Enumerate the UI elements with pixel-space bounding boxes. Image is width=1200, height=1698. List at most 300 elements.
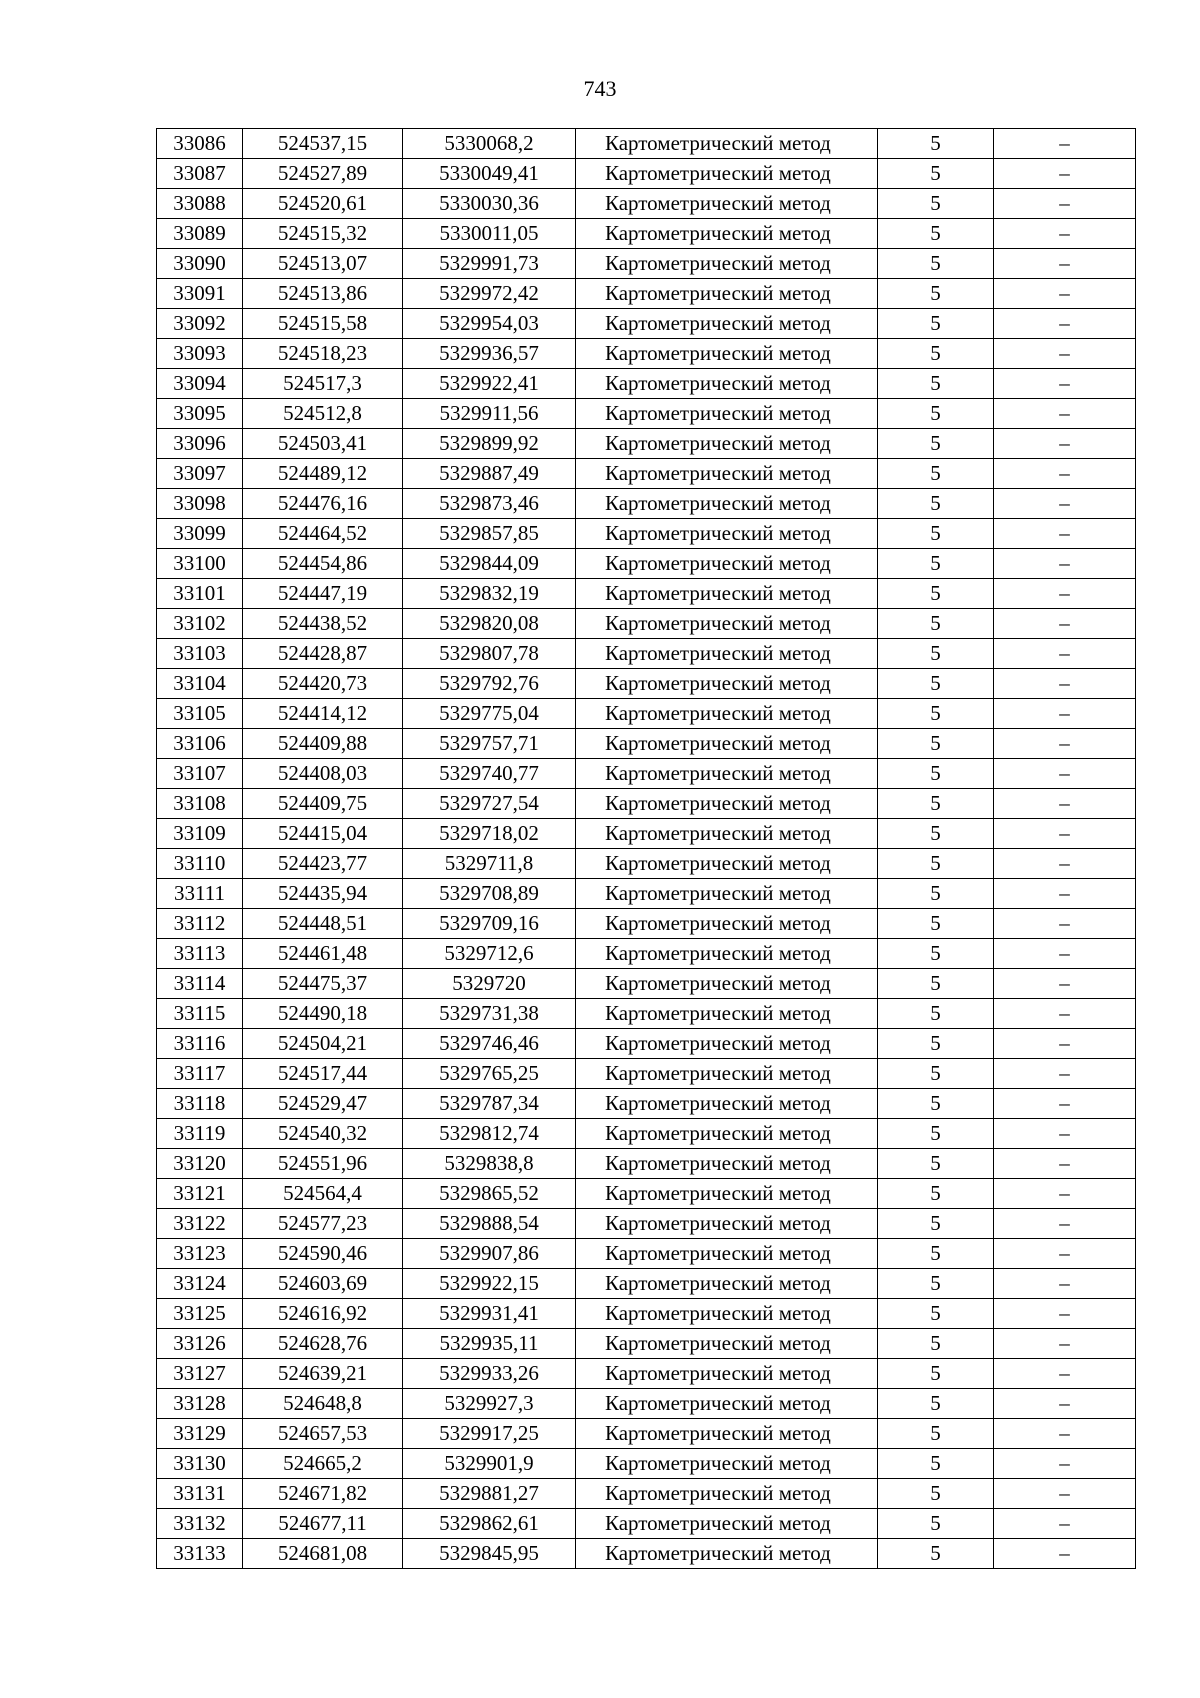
point-number-cell: 33131 <box>157 1479 243 1509</box>
coordinate-y-cell: 5329931,41 <box>403 1299 576 1329</box>
point-number-cell: 33087 <box>157 159 243 189</box>
table-row <box>157 1119 1136 1149</box>
accuracy-cell: 5 <box>878 969 994 999</box>
accuracy-cell: 5 <box>878 369 994 399</box>
point-number-cell: 33096 <box>157 429 243 459</box>
point-number-cell: 33102 <box>157 609 243 639</box>
note-cell: – <box>994 399 1136 429</box>
note-cell: – <box>994 639 1136 669</box>
coordinate-x-cell: 524423,77 <box>243 849 403 879</box>
accuracy-cell: 5 <box>878 1389 994 1419</box>
point-number-cell: 33105 <box>157 699 243 729</box>
accuracy-cell: 5 <box>878 189 994 219</box>
coordinate-x-cell: 524420,73 <box>243 669 403 699</box>
coordinate-y-cell: 5329792,76 <box>403 669 576 699</box>
point-number-cell: 33124 <box>157 1269 243 1299</box>
coordinate-y-cell: 5329757,71 <box>403 729 576 759</box>
point-number-cell: 33086 <box>157 129 243 159</box>
coordinate-y-cell: 5329812,74 <box>403 1119 576 1149</box>
accuracy-cell: 5 <box>878 489 994 519</box>
method-cell: Картометрический метод <box>576 1119 878 1149</box>
coordinate-y-cell: 5329727,54 <box>403 789 576 819</box>
coordinate-y-cell: 5329899,92 <box>403 429 576 459</box>
page-number: 743 <box>583 76 617 101</box>
method-cell: Картометрический метод <box>576 459 878 489</box>
coordinate-y-cell: 5329718,02 <box>403 819 576 849</box>
note-cell: – <box>994 309 1136 339</box>
accuracy-cell: 5 <box>878 1059 994 1089</box>
table-row <box>157 1089 1136 1119</box>
table-row <box>157 549 1136 579</box>
method-cell: Картометрический метод <box>576 429 878 459</box>
table-row <box>157 699 1136 729</box>
coordinate-x-cell: 524489,12 <box>243 459 403 489</box>
point-number-cell: 33118 <box>157 1089 243 1119</box>
coordinate-x-cell: 524515,32 <box>243 219 403 249</box>
coordinate-y-cell: 5329711,8 <box>403 849 576 879</box>
method-cell: Картометрический метод <box>576 549 878 579</box>
note-cell: – <box>994 609 1136 639</box>
note-cell: – <box>994 909 1136 939</box>
note-cell: – <box>994 1209 1136 1239</box>
coordinate-y-cell: 5329873,46 <box>403 489 576 519</box>
method-cell: Картометрический метод <box>576 219 878 249</box>
table-row <box>157 219 1136 249</box>
coordinate-x-cell: 524503,41 <box>243 429 403 459</box>
coordinate-y-cell: 5329746,46 <box>403 1029 576 1059</box>
accuracy-cell: 5 <box>878 1209 994 1239</box>
point-number-cell: 33123 <box>157 1239 243 1269</box>
coordinate-x-cell: 524527,89 <box>243 159 403 189</box>
coordinate-x-cell: 524409,88 <box>243 729 403 759</box>
table-row <box>157 939 1136 969</box>
accuracy-cell: 5 <box>878 279 994 309</box>
table-row <box>157 1209 1136 1239</box>
method-cell: Картометрический метод <box>576 1329 878 1359</box>
table-row <box>157 309 1136 339</box>
coordinate-x-cell: 524428,87 <box>243 639 403 669</box>
method-cell: Картометрический метод <box>576 369 878 399</box>
accuracy-cell: 5 <box>878 399 994 429</box>
coordinate-y-cell: 5330030,36 <box>403 189 576 219</box>
point-number-cell: 33099 <box>157 519 243 549</box>
method-cell: Картометрический метод <box>576 309 878 339</box>
coordinate-y-cell: 5329936,57 <box>403 339 576 369</box>
table-row <box>157 669 1136 699</box>
coordinate-x-cell: 524603,69 <box>243 1269 403 1299</box>
method-cell: Картометрический метод <box>576 399 878 429</box>
table-row <box>157 1359 1136 1389</box>
accuracy-cell: 5 <box>878 909 994 939</box>
coordinate-y-cell: 5329954,03 <box>403 309 576 339</box>
coordinate-y-cell: 5329922,15 <box>403 1269 576 1299</box>
method-cell: Картометрический метод <box>576 909 878 939</box>
table-row <box>157 1539 1136 1569</box>
accuracy-cell: 5 <box>878 849 994 879</box>
point-number-cell: 33114 <box>157 969 243 999</box>
method-cell: Картометрический метод <box>576 669 878 699</box>
method-cell: Картометрический метод <box>576 1059 878 1089</box>
method-cell: Картометрический метод <box>576 159 878 189</box>
point-number-cell: 33122 <box>157 1209 243 1239</box>
point-number-cell: 33108 <box>157 789 243 819</box>
method-cell: Картометрический метод <box>576 519 878 549</box>
point-number-cell: 33116 <box>157 1029 243 1059</box>
accuracy-cell: 5 <box>878 1479 994 1509</box>
coordinate-y-cell: 5329911,56 <box>403 399 576 429</box>
point-number-cell: 33117 <box>157 1059 243 1089</box>
accuracy-cell: 5 <box>878 1509 994 1539</box>
method-cell: Картометрический метод <box>576 1269 878 1299</box>
table-row <box>157 339 1136 369</box>
accuracy-cell: 5 <box>878 999 994 1029</box>
point-number-cell: 33128 <box>157 1389 243 1419</box>
note-cell: – <box>994 789 1136 819</box>
coordinate-y-cell: 5329820,08 <box>403 609 576 639</box>
coordinate-y-cell: 5329907,86 <box>403 1239 576 1269</box>
note-cell: – <box>994 489 1136 519</box>
coordinate-y-cell: 5329972,42 <box>403 279 576 309</box>
coordinate-y-cell: 5330011,05 <box>403 219 576 249</box>
method-cell: Картометрический метод <box>576 639 878 669</box>
coordinate-x-cell: 524512,8 <box>243 399 403 429</box>
note-cell: – <box>994 1389 1136 1419</box>
method-cell: Картометрический метод <box>576 699 878 729</box>
coordinates-table <box>156 128 1136 1569</box>
note-cell: – <box>994 459 1136 489</box>
coordinate-x-cell: 524639,21 <box>243 1359 403 1389</box>
accuracy-cell: 5 <box>878 429 994 459</box>
note-cell: – <box>994 579 1136 609</box>
accuracy-cell: 5 <box>878 1149 994 1179</box>
note-cell: – <box>994 129 1136 159</box>
point-number-cell: 33115 <box>157 999 243 1029</box>
method-cell: Картометрический метод <box>576 1299 878 1329</box>
table-row <box>157 1029 1136 1059</box>
coordinate-y-cell: 5329720 <box>403 969 576 999</box>
point-number-cell: 33097 <box>157 459 243 489</box>
note-cell: – <box>994 1149 1136 1179</box>
note-cell: – <box>994 219 1136 249</box>
accuracy-cell: 5 <box>878 1449 994 1479</box>
table-row <box>157 1239 1136 1269</box>
coordinate-x-cell: 524476,16 <box>243 489 403 519</box>
note-cell: – <box>994 1029 1136 1059</box>
note-cell: – <box>994 1179 1136 1209</box>
point-number-cell: 33126 <box>157 1329 243 1359</box>
note-cell: – <box>994 939 1136 969</box>
table-row <box>157 1329 1136 1359</box>
coordinate-x-cell: 524577,23 <box>243 1209 403 1239</box>
table-row <box>157 639 1136 669</box>
method-cell: Картометрический метод <box>576 1239 878 1269</box>
coordinate-y-cell: 5329922,41 <box>403 369 576 399</box>
accuracy-cell: 5 <box>878 1539 994 1569</box>
point-number-cell: 33100 <box>157 549 243 579</box>
point-number-cell: 33130 <box>157 1449 243 1479</box>
note-cell: – <box>994 519 1136 549</box>
point-number-cell: 33127 <box>157 1359 243 1389</box>
point-number-cell: 33109 <box>157 819 243 849</box>
coordinate-x-cell: 524513,07 <box>243 249 403 279</box>
coordinate-y-cell: 5329709,16 <box>403 909 576 939</box>
method-cell: Картометрический метод <box>576 1149 878 1179</box>
coordinate-x-cell: 524504,21 <box>243 1029 403 1059</box>
accuracy-cell: 5 <box>878 819 994 849</box>
note-cell: – <box>994 729 1136 759</box>
point-number-cell: 33121 <box>157 1179 243 1209</box>
coordinate-x-cell: 524464,52 <box>243 519 403 549</box>
note-cell: – <box>994 969 1136 999</box>
note-cell: – <box>994 1359 1136 1389</box>
coordinate-x-cell: 524564,4 <box>243 1179 403 1209</box>
accuracy-cell: 5 <box>878 309 994 339</box>
coordinate-x-cell: 524665,2 <box>243 1449 403 1479</box>
coordinate-x-cell: 524518,23 <box>243 339 403 369</box>
table-row <box>157 369 1136 399</box>
coordinate-x-cell: 524551,96 <box>243 1149 403 1179</box>
accuracy-cell: 5 <box>878 939 994 969</box>
accuracy-cell: 5 <box>878 1029 994 1059</box>
note-cell: – <box>994 819 1136 849</box>
point-number-cell: 33089 <box>157 219 243 249</box>
point-number-cell: 33101 <box>157 579 243 609</box>
coordinate-y-cell: 5329933,26 <box>403 1359 576 1389</box>
note-cell: – <box>994 369 1136 399</box>
accuracy-cell: 5 <box>878 339 994 369</box>
coordinate-y-cell: 5329712,6 <box>403 939 576 969</box>
coordinate-y-cell: 5329862,61 <box>403 1509 576 1539</box>
table-row <box>157 249 1136 279</box>
point-number-cell: 33104 <box>157 669 243 699</box>
accuracy-cell: 5 <box>878 459 994 489</box>
accuracy-cell: 5 <box>878 519 994 549</box>
table-row <box>157 1419 1136 1449</box>
coordinate-y-cell: 5329917,25 <box>403 1419 576 1449</box>
point-number-cell: 33132 <box>157 1509 243 1539</box>
coordinate-x-cell: 524415,04 <box>243 819 403 849</box>
point-number-cell: 33090 <box>157 249 243 279</box>
point-number-cell: 33110 <box>157 849 243 879</box>
accuracy-cell: 5 <box>878 129 994 159</box>
coordinate-x-cell: 524671,82 <box>243 1479 403 1509</box>
point-number-cell: 33125 <box>157 1299 243 1329</box>
coordinate-y-cell: 5329844,09 <box>403 549 576 579</box>
note-cell: – <box>994 1449 1136 1479</box>
table-row <box>157 1449 1136 1479</box>
method-cell: Картометрический метод <box>576 1419 878 1449</box>
coordinate-x-cell: 524475,37 <box>243 969 403 999</box>
coordinate-x-cell: 524648,8 <box>243 1389 403 1419</box>
note-cell: – <box>994 999 1136 1029</box>
coordinate-y-cell: 5329991,73 <box>403 249 576 279</box>
method-cell: Картометрический метод <box>576 1089 878 1119</box>
accuracy-cell: 5 <box>878 1089 994 1119</box>
note-cell: – <box>994 1509 1136 1539</box>
note-cell: – <box>994 1329 1136 1359</box>
coordinates-table-body <box>157 129 1136 1569</box>
accuracy-cell: 5 <box>878 879 994 909</box>
method-cell: Картометрический метод <box>576 1479 878 1509</box>
note-cell: – <box>994 189 1136 219</box>
accuracy-cell: 5 <box>878 699 994 729</box>
method-cell: Картометрический метод <box>576 879 878 909</box>
coordinate-x-cell: 524616,92 <box>243 1299 403 1329</box>
coordinate-x-cell: 524448,51 <box>243 909 403 939</box>
note-cell: – <box>994 1269 1136 1299</box>
note-cell: – <box>994 1119 1136 1149</box>
note-cell: – <box>994 429 1136 459</box>
note-cell: – <box>994 1239 1136 1269</box>
coordinate-y-cell: 5329845,95 <box>403 1539 576 1569</box>
method-cell: Картометрический метод <box>576 1449 878 1479</box>
coordinate-y-cell: 5329887,49 <box>403 459 576 489</box>
method-cell: Картометрический метод <box>576 939 878 969</box>
table-row <box>157 129 1136 159</box>
method-cell: Картометрический метод <box>576 789 878 819</box>
note-cell: – <box>994 879 1136 909</box>
table-row <box>157 909 1136 939</box>
point-number-cell: 33088 <box>157 189 243 219</box>
method-cell: Картометрический метод <box>576 1029 878 1059</box>
note-cell: – <box>994 1419 1136 1449</box>
accuracy-cell: 5 <box>878 249 994 279</box>
method-cell: Картометрический метод <box>576 1209 878 1239</box>
accuracy-cell: 5 <box>878 1269 994 1299</box>
note-cell: – <box>994 1299 1136 1329</box>
point-number-cell: 33094 <box>157 369 243 399</box>
coordinate-x-cell: 524447,19 <box>243 579 403 609</box>
coordinate-y-cell: 5329832,19 <box>403 579 576 609</box>
table-row <box>157 759 1136 789</box>
table-row <box>157 1269 1136 1299</box>
accuracy-cell: 5 <box>878 1359 994 1389</box>
accuracy-cell: 5 <box>878 639 994 669</box>
method-cell: Картометрический метод <box>576 969 878 999</box>
coordinate-x-cell: 524438,52 <box>243 609 403 639</box>
note-cell: – <box>994 669 1136 699</box>
point-number-cell: 33092 <box>157 309 243 339</box>
coordinate-y-cell: 5329901,9 <box>403 1449 576 1479</box>
method-cell: Картометрический метод <box>576 1539 878 1569</box>
method-cell: Картометрический метод <box>576 609 878 639</box>
method-cell: Картометрический метод <box>576 579 878 609</box>
note-cell: – <box>994 1089 1136 1119</box>
note-cell: – <box>994 759 1136 789</box>
coordinate-y-cell: 5329807,78 <box>403 639 576 669</box>
table-row <box>157 1179 1136 1209</box>
point-number-cell: 33098 <box>157 489 243 519</box>
method-cell: Картометрический метод <box>576 819 878 849</box>
accuracy-cell: 5 <box>878 1419 994 1449</box>
point-number-cell: 33112 <box>157 909 243 939</box>
point-number-cell: 33091 <box>157 279 243 309</box>
table-row <box>157 609 1136 639</box>
coordinate-y-cell: 5329865,52 <box>403 1179 576 1209</box>
coordinate-y-cell: 5329765,25 <box>403 1059 576 1089</box>
accuracy-cell: 5 <box>878 1239 994 1269</box>
note-cell: – <box>994 849 1136 879</box>
note-cell: – <box>994 1479 1136 1509</box>
coordinate-x-cell: 524517,3 <box>243 369 403 399</box>
point-number-cell: 33103 <box>157 639 243 669</box>
method-cell: Картометрический метод <box>576 249 878 279</box>
coordinate-x-cell: 524408,03 <box>243 759 403 789</box>
accuracy-cell: 5 <box>878 669 994 699</box>
coordinate-y-cell: 5329740,77 <box>403 759 576 789</box>
point-number-cell: 33111 <box>157 879 243 909</box>
table-row <box>157 1509 1136 1539</box>
note-cell: – <box>994 249 1136 279</box>
table-row <box>157 489 1136 519</box>
table-row <box>157 999 1136 1029</box>
coordinate-x-cell: 524520,61 <box>243 189 403 219</box>
coordinate-y-cell: 5329775,04 <box>403 699 576 729</box>
coordinate-y-cell: 5329731,38 <box>403 999 576 1029</box>
table-row <box>157 1059 1136 1089</box>
point-number-cell: 33093 <box>157 339 243 369</box>
note-cell: – <box>994 1539 1136 1569</box>
coordinate-y-cell: 5329838,8 <box>403 1149 576 1179</box>
accuracy-cell: 5 <box>878 549 994 579</box>
method-cell: Картометрический метод <box>576 999 878 1029</box>
coordinate-x-cell: 524513,86 <box>243 279 403 309</box>
table-row <box>157 429 1136 459</box>
table-row <box>157 969 1136 999</box>
point-number-cell: 33106 <box>157 729 243 759</box>
note-cell: – <box>994 159 1136 189</box>
coordinate-x-cell: 524537,15 <box>243 129 403 159</box>
method-cell: Картометрический метод <box>576 1389 878 1419</box>
coordinate-x-cell: 524435,94 <box>243 879 403 909</box>
point-number-cell: 33133 <box>157 1539 243 1569</box>
coordinate-y-cell: 5329881,27 <box>403 1479 576 1509</box>
coordinate-y-cell: 5329927,3 <box>403 1389 576 1419</box>
point-number-cell: 33113 <box>157 939 243 969</box>
accuracy-cell: 5 <box>878 759 994 789</box>
method-cell: Картометрический метод <box>576 759 878 789</box>
note-cell: – <box>994 699 1136 729</box>
coordinate-x-cell: 524461,48 <box>243 939 403 969</box>
coordinate-x-cell: 524454,86 <box>243 549 403 579</box>
point-number-cell: 33095 <box>157 399 243 429</box>
method-cell: Картометрический метод <box>576 339 878 369</box>
coordinate-x-cell: 524490,18 <box>243 999 403 1029</box>
coordinate-x-cell: 524529,47 <box>243 1089 403 1119</box>
accuracy-cell: 5 <box>878 609 994 639</box>
method-cell: Картометрический метод <box>576 279 878 309</box>
table-row <box>157 849 1136 879</box>
accuracy-cell: 5 <box>878 1299 994 1329</box>
table-row <box>157 579 1136 609</box>
table-row <box>157 819 1136 849</box>
coordinate-y-cell: 5329708,89 <box>403 879 576 909</box>
coordinate-y-cell: 5330068,2 <box>403 129 576 159</box>
point-number-cell: 33107 <box>157 759 243 789</box>
table-row <box>157 279 1136 309</box>
coordinate-x-cell: 524517,44 <box>243 1059 403 1089</box>
accuracy-cell: 5 <box>878 219 994 249</box>
note-cell: – <box>994 549 1136 579</box>
table-row <box>157 189 1136 219</box>
accuracy-cell: 5 <box>878 159 994 189</box>
table-row <box>157 459 1136 489</box>
coordinate-y-cell: 5329857,85 <box>403 519 576 549</box>
table-row <box>157 1149 1136 1179</box>
table-row <box>157 1479 1136 1509</box>
note-cell: – <box>994 1059 1136 1089</box>
table-row <box>157 789 1136 819</box>
